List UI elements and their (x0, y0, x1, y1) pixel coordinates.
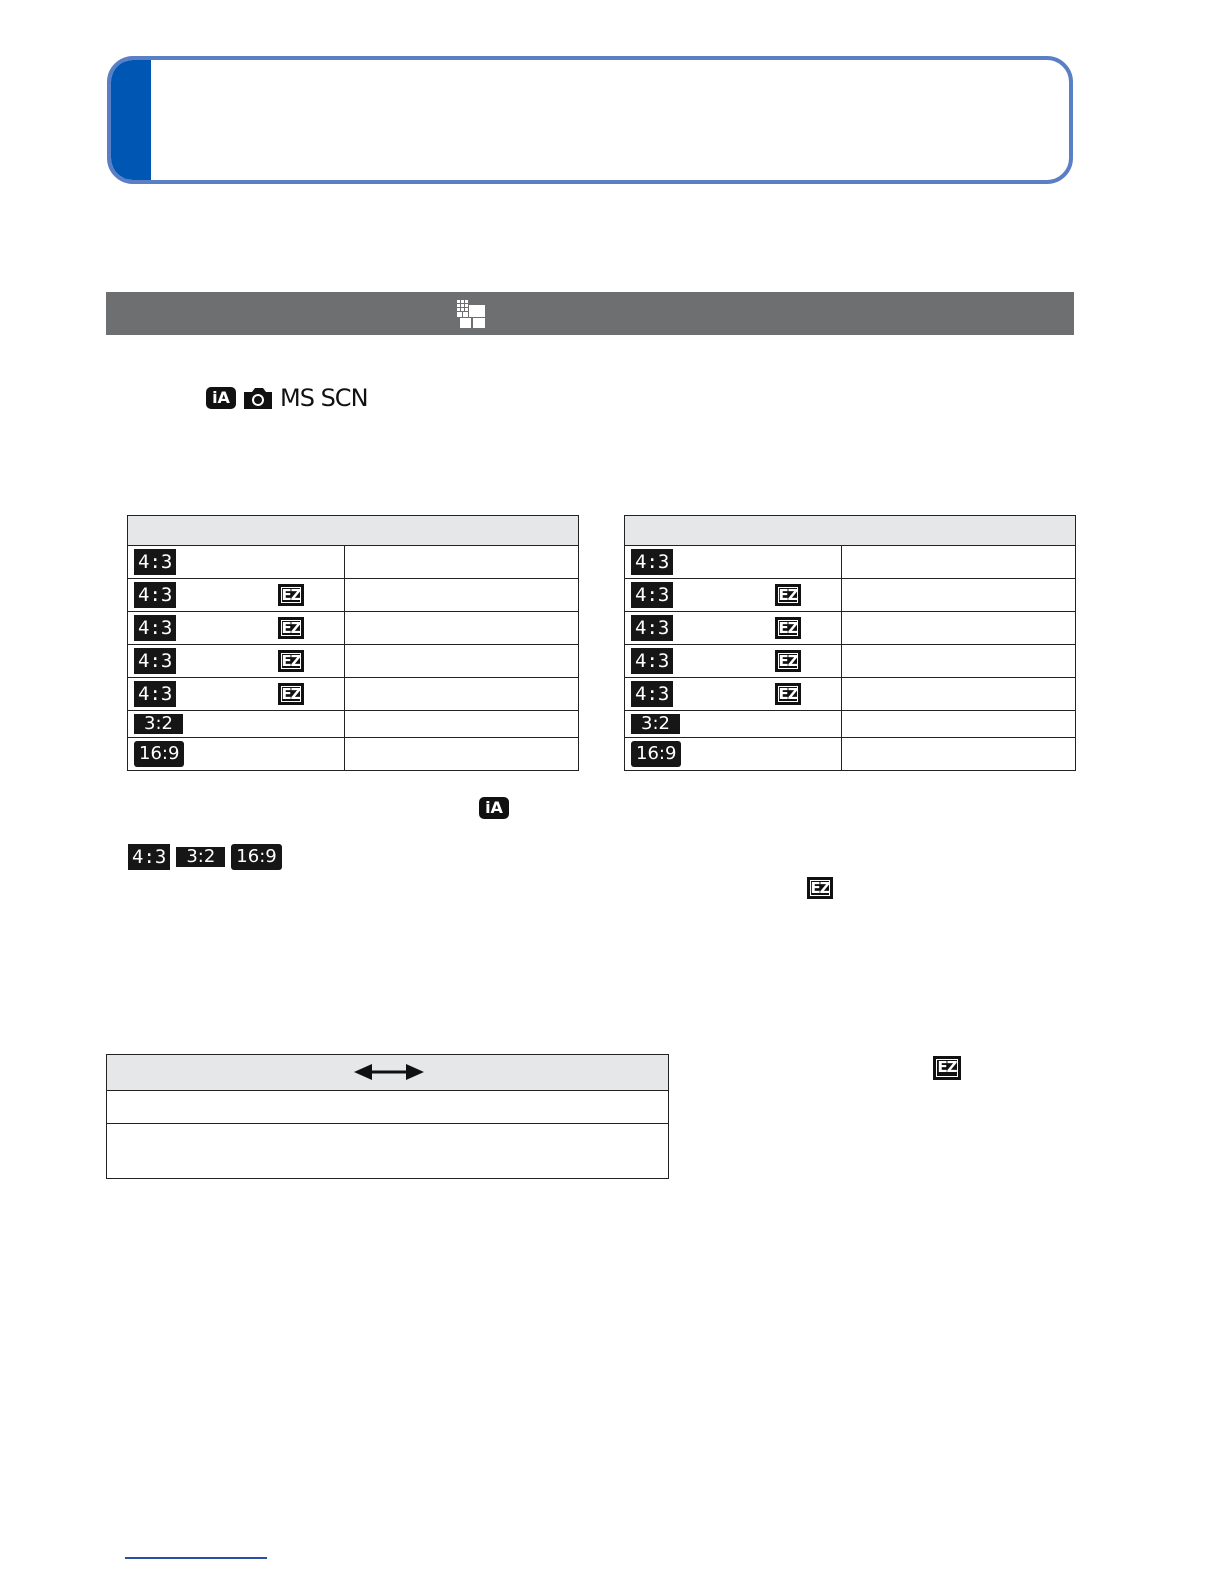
aspect-ratio-badge: 4:3 (631, 681, 673, 707)
extended-zoom-icon: EZ (775, 617, 801, 639)
value-cell (842, 579, 1076, 612)
zoom-table (106, 1054, 669, 1179)
size-cell (128, 546, 345, 579)
table-row (128, 678, 579, 711)
size-table-right (624, 515, 1076, 771)
value-cell (842, 678, 1076, 711)
size-cell (128, 612, 345, 645)
value-cell (842, 612, 1076, 645)
table-row (128, 738, 579, 771)
extended-zoom-icon: EZ (807, 877, 833, 899)
table-row (625, 546, 1076, 579)
size-cell (625, 612, 842, 645)
table-row (128, 546, 579, 579)
value-cell (345, 711, 579, 738)
extended-zoom-icon: EZ (933, 1056, 961, 1080)
size-cell (625, 711, 842, 738)
aspect-ratio-badge: 4:3 (134, 615, 176, 641)
aspect-ratio-badges (128, 844, 282, 870)
aspect-ratio-badge: 16:9 (631, 741, 681, 767)
zoom-table-row (107, 1124, 669, 1179)
value-cell (345, 546, 579, 579)
image-size-grid-icon (456, 299, 486, 329)
aspect-ratio-badge: 4:3 (134, 681, 176, 707)
aspect-ratio-badge: 4:3 (134, 648, 176, 674)
zoom-table-header (107, 1055, 669, 1091)
aspect-ratio-badge: 4:3 (134, 549, 176, 575)
aspect-ratio-badge: 3:2 (631, 714, 680, 734)
aspect-ratio-badge: 4:3 (631, 582, 673, 608)
table-row (128, 711, 579, 738)
aspect-ratio-badge: 4:3 (631, 615, 673, 641)
table-row (625, 738, 1076, 771)
size-table-left (127, 515, 579, 771)
ratio-4-3-badge: 4:3 (128, 844, 170, 870)
extended-zoom-icon: EZ (775, 650, 801, 672)
title-box (107, 56, 1073, 184)
zoom-table-row (107, 1091, 669, 1124)
size-cell (625, 678, 842, 711)
size-cell (625, 546, 842, 579)
value-cell (842, 738, 1076, 771)
table-row (625, 645, 1076, 678)
extended-zoom-icon: EZ (278, 650, 304, 672)
size-cell (128, 711, 345, 738)
aspect-ratio-badge: 4:3 (631, 549, 673, 575)
camera-icon (242, 386, 274, 410)
double-arrow-icon (354, 1063, 424, 1081)
title-accent-bar (111, 60, 151, 180)
table-header (625, 516, 1076, 546)
extended-zoom-icon: EZ (775, 683, 801, 705)
aspect-ratio-badge: 4:3 (631, 648, 673, 674)
extended-zoom-icon: EZ (775, 584, 801, 606)
extended-zoom-icon: EZ (278, 683, 304, 705)
extended-zoom-icon: EZ (278, 584, 304, 606)
aspect-ratio-badge: 3:2 (134, 714, 183, 734)
table-row (128, 579, 579, 612)
table-row (625, 678, 1076, 711)
size-cell (625, 645, 842, 678)
aspect-ratio-badge: 4:3 (134, 582, 176, 608)
intelligent-auto-icon: iA (206, 387, 236, 409)
value-cell (345, 579, 579, 612)
table-row (625, 612, 1076, 645)
table-row (625, 711, 1076, 738)
size-cell (625, 579, 842, 612)
size-cell (128, 645, 345, 678)
value-cell (345, 645, 579, 678)
size-cell (128, 579, 345, 612)
table-row (625, 579, 1076, 612)
aspect-ratio-badge: 16:9 (134, 741, 184, 767)
table-header (128, 516, 579, 546)
value-cell (842, 711, 1076, 738)
value-cell (345, 738, 579, 771)
extended-zoom-icon: EZ (278, 617, 304, 639)
intelligent-auto-icon: iA (479, 797, 509, 819)
ratio-16-9-badge: 16:9 (231, 844, 281, 870)
size-cell (128, 738, 345, 771)
ratio-3-2-badge: 3:2 (176, 847, 225, 867)
value-cell (345, 612, 579, 645)
recording-modes (206, 382, 368, 414)
section-header-bar (106, 292, 1074, 335)
table-row (128, 645, 579, 678)
value-cell (842, 645, 1076, 678)
size-cell (128, 678, 345, 711)
value-cell (345, 678, 579, 711)
recording-modes-text: MS SCN (280, 384, 368, 412)
table-row (128, 612, 579, 645)
size-cell (625, 738, 842, 771)
footer-link-underline[interactable] (125, 1557, 267, 1559)
value-cell (842, 546, 1076, 579)
